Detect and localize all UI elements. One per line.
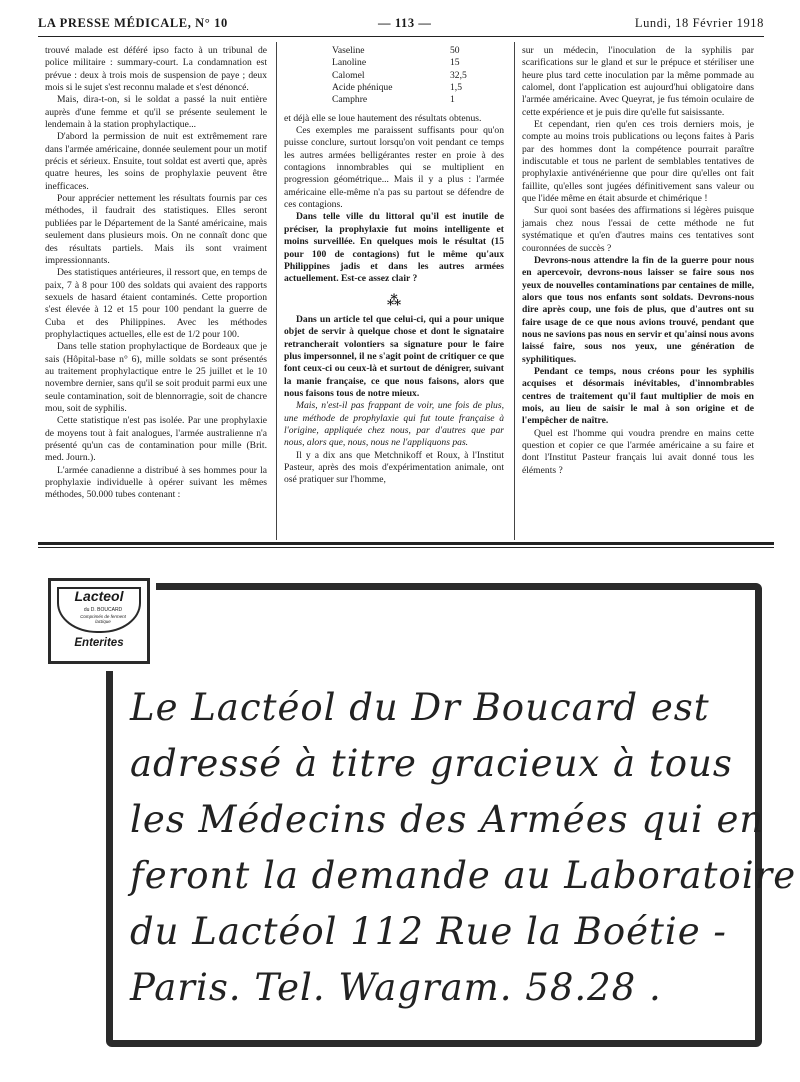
formula-row (284, 57, 504, 69)
handwritten-line: les Médecins des Armées qui en (130, 798, 765, 841)
paragraph: Et cependant, rien qu'en ces trois derniers mois, je compte au moins trois publications ou leçons faites à Paris par des hommes dont la compétence pourrait paraître indiscutable et tous ne parlent de semblables tentatives de prophylaxie antivénérienne que pour dire qu'elles ont fait faillite, qu'elles sont jugées définitivement sans valeur ou que l'idée même en était absurde et chimérique ! (522, 119, 754, 205)
page-number: — 113 — (378, 16, 432, 30)
logo-shield-icon (57, 587, 141, 633)
paragraph: Cette statistique n'est pas isolée. Par une prophylaxie de moyens tout à fait analogues, l'armée australienne n'a présenté qu'un cas de contamination pour mille (Brit. med. Journ.). (45, 415, 267, 464)
ingredient-name: Calomel (332, 69, 365, 81)
formula-row (284, 45, 504, 57)
header-rule (38, 36, 764, 37)
paragraph-italic: Mais, n'est-il pas frappant de voir, une fois de plus, une méthode de prophylaxie qui fut toute française à l'origine, appliquée chez nous, par d'autres que par nous, alors que, nous, nous ne l'appliquons pas. (284, 400, 504, 449)
handwritten-line: feront la demande au Laboratoire (130, 854, 797, 897)
paragraph: sur un médecin, l'inoculation de la syphilis par scarifications sur le gland et sur le prépuce et stériliser une heure plus tard cette inoculation par la même pommade au calomel, dont l'application est aujourd'hui obligatoire dans l'armée américaine. Avec Queyrat, je fus témoin oculaire de cette expérience et je puis dire qu'elle fut saisissante. (522, 45, 754, 118)
handwritten-line: du Lactéol 112 Rue la Boétie - (130, 910, 727, 953)
paragraph: Quel est l'homme qui voudra prendre en mains cette question et copier ce que l'armée américaine a su faire et dont l'Institut Pasteur français lui avait donné tous les éléments ? (522, 427, 754, 476)
paragraph: Dans telle station prophylactique de Bordeaux que je sais (Hôpital-base n° 6), mille soldats se sont présentés au traitement prophylactique entre le 25 juillet et le 10 novembre dernier, sans qu'il se soit produit parmi eux une seule contamination, soit de blennorragie, soit de chancre mou, soit de syphilis. (45, 341, 267, 414)
logo-brand: Lacteol (74, 588, 124, 604)
paragraph: D'abord la permission de nuit est extrêmement rare dans l'armée américaine, donnée seulement pour un motif précis et sérieux. Ensuite, tout soldat est averti que, après quatre heures, les soins de prophylaxie peuvent être inefficaces. (45, 131, 267, 192)
ingredient-name: Lanoline (332, 57, 367, 69)
formula-row (284, 94, 504, 106)
paragraph: Des statistiques antérieures, il ressort que, en temps de paix, 7 à 8 pour 100 des soldats qui avaient des rapports sexuels de hasard étaient contaminés. Cette proportion s'est élevée à 12 et 15 pour 100 pendant la guerre de Cuba et des Philippines. Avec les méthodes prophylactiques actuelles, elle est de 1/2 pour 100. (45, 267, 267, 340)
ingredient-qty: 15 (450, 57, 460, 69)
ingredient-qty: 1,5 (450, 82, 462, 94)
ingredient-name: Camphre (332, 94, 368, 106)
paragraph: Ces exemples me paraissent suffisants pour qu'on puisse conclure, surtout lorsqu'on voit pendant ce temps les autres armées belligérantes rester en proie à des contagions innombrables qui se multiplient en progression géométrique... Mais il y a plus : l'armée américaine elle-même n'a pas su partout se défendre de ces contagions. (284, 125, 504, 211)
handwritten-ad-text (130, 680, 797, 1016)
ingredient-qty: 50 (450, 45, 460, 56)
column-divider (276, 42, 277, 540)
handwritten-line: Le Lactéol du Dr Boucard est (130, 686, 710, 729)
logo-subtitle: du D. BOUCARD (83, 607, 123, 613)
formula-row (284, 70, 504, 82)
paragraph-bold: Dans telle ville du littoral qu'il est inutile de préciser, la prophylaxie fut moins intelligente et moins surveillée. En quelques mois le résultat (15 pour 100 de contagions) fut le même qu'aux Philippines jadis et dans les autres armées actuellement. Est-ce assez clair ? (284, 211, 504, 285)
formula-row (284, 82, 504, 94)
handwritten-line: Paris. Tel. Wagram. 58.28 . (130, 966, 662, 1009)
paragraph-bold: Pendant ce temps, nous créons pour les syphilis acquises et désormais inévitables, d'innombrables centres de traitement qu'il faut multiplier de mois en mois, au lieu de saisir le mal à son origine et de l'empêcher de naître. (522, 365, 754, 427)
paragraph-bold: Dans un article tel que celui-ci, qui a pour unique objet de servir à quelque chose et dont le signataire retrancherait volontiers sa signature pour le faire plus impersonnel, il ne s'agit point de critiquer ce que font ceux-ci ou ceux-là et surtout de dénigrer, suivant la manie française, ce que nous faisons, alors que nous faisons tous de notre mieux. (284, 313, 504, 399)
page-header (38, 12, 764, 32)
ingredient-name: Vaseline (332, 45, 365, 56)
article-column-3 (522, 45, 754, 477)
handwritten-line: adressé à titre gracieux à tous (130, 742, 733, 785)
paragraph: L'armée canadienne a distribué à ses hommes pour la prophylaxie individuelle à opérer suivant les mêmes méthodes, 50.000 tubes contenant : (45, 464, 267, 501)
journal-title: LA PRESSE MÉDICALE, N° 10 (38, 16, 228, 30)
paragraph: Il y a dix ans que Metchnikoff et Roux, à l'Institut Pasteur, après des mois d'expérimentation animale, ont osé pratiquer sur l'homme, (284, 449, 504, 486)
ingredient-qty: 32,5 (450, 69, 467, 81)
ingredient-qty: 1 (450, 94, 455, 106)
paragraph: Sur quoi sont basées des affirmations si légères puisque jamais chez nous l'essai de cette méthode ne fut systématique et qu'en d'autres mains ces tentatives sont couronnées de succès ? (522, 205, 754, 254)
section-separator: ⁂ (386, 293, 402, 309)
paragraph: Mais, dira-t-on, si le soldat a passé la nuit entière auprès d'une femme et qu'il se présente seulement le lendemain à la station prophylactique... (45, 94, 267, 131)
section-double-rule (38, 542, 774, 548)
logo-tagline: Enterites (74, 637, 124, 649)
logo-subtitle-2: Comprimés de ferment lactique (80, 614, 126, 624)
paragraph-bold: Devrons-nous attendre la fin de la guerre pour nous en apercevoir, devrons-nous laisser se faire sous nos yeux de nouvelles contaminations par centaines de mille, alors que tous nos enfants sont soldats. Devrons-nous dire après coup, une fois de plus, que d'autres ont su faire usage de ce que nous avions trouvé, pendant que nous ne savions pas nous en servir et qu'ainsi nous avons laissé faire, sous nos yeux, une génération de syphilitiques. (522, 254, 754, 365)
ingredient-name: Acide phénique (332, 82, 393, 94)
lacteol-logo (48, 578, 150, 664)
issue-date: Lundi, 18 Février 1918 (634, 16, 764, 30)
article-column-2 (284, 45, 504, 487)
paragraph: trouvé malade est déféré ipso facto à un tribunal de police militaire : summary-court. La condamnation est prévue : deux à trois mois de suspension de paye ; deux mois si le sujet s'est reconnu malade et s'est dénoncé. (45, 45, 267, 94)
column-divider (514, 42, 515, 540)
paragraph: Pour apprécier nettement les résultats fournis par ces méthodes, il faudrait des statistiques. Elles seront publiées par le Département de la Santé américaine, mais seulement dans plusieurs mois. On ne connaît donc que des résultats partiels. Mais ils sont vraiment impressionnants. (45, 193, 267, 266)
article-column-1 (45, 45, 267, 502)
paragraph: et déjà elle se loue hautement des résultats obtenus. (284, 112, 482, 124)
formula-table (284, 45, 504, 107)
